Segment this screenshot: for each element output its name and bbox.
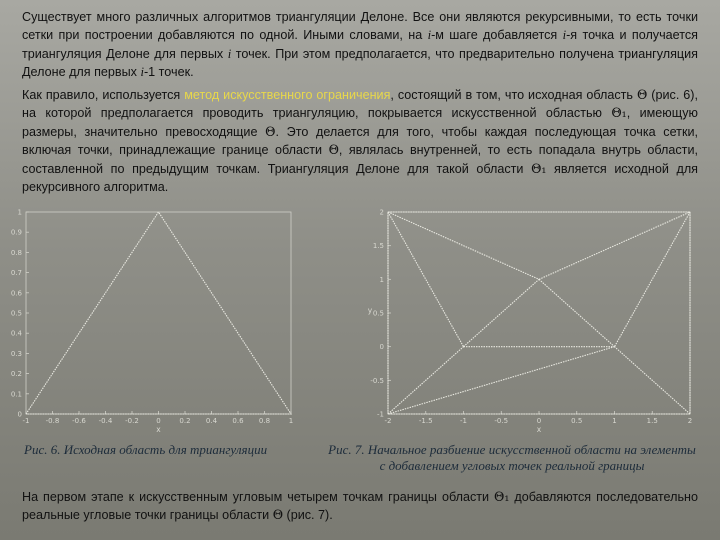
plot-frame [26, 212, 291, 414]
method-highlight-link[interactable]: метод искусственного ограничения [184, 88, 391, 102]
paragraph-1 [22, 8, 698, 82]
p1-var-i: i [140, 65, 144, 80]
y-tick-label: 0.4 [10, 329, 22, 338]
theta-symbol: Θ [636, 87, 648, 102]
y-tick-label: 0.1 [10, 390, 22, 399]
x-tick-label: -1 [22, 417, 30, 425]
x-tick-label: -0.2 [125, 417, 139, 425]
y-tick-label: 2 [379, 208, 384, 217]
theta1-symbol: Θ₁ [611, 105, 627, 121]
y-tick-label: 0 [17, 410, 22, 419]
p1-text-b: -м шаге добавляется [431, 28, 563, 43]
domain-boundary-line [26, 212, 291, 414]
y-tick-label: 0.3 [10, 349, 22, 358]
p3-text-c: (рис. 7). [283, 508, 333, 523]
y-tick-label: 0.7 [10, 269, 22, 278]
triangulation-edge [388, 347, 615, 414]
figure-7-caption [312, 442, 712, 474]
paragraph-2 [22, 86, 698, 196]
figure-6-caption: Рис. 6. Исходная область для триангуляции [24, 442, 268, 457]
y-tick-label: -0.5 [370, 376, 384, 385]
triangulation-edge [388, 212, 464, 347]
p3-text-a: На первом этапе к искусственным угловым четырем точкам границы области [22, 490, 495, 504]
triangulation-edge [388, 212, 539, 279]
p1-text-e: -1 точек. [143, 65, 194, 80]
figure-6-initial-domain [8, 204, 298, 440]
p1-text-a: Существует много различных алгоритмов триангуляции Делоне. Все они являются рекурсивными, то есть точки сетки при построении добавляются по одной. Иными словами, на [22, 10, 698, 43]
x-tick-label: -0.6 [72, 417, 86, 425]
x-tick-label: 0.8 [258, 417, 271, 425]
p1-text-d: точек. При этом предполагается, что предварительно получена триангуляция Делоне для первых [22, 46, 698, 80]
figure-7-caption-line-2: с добавлением угловых точек реальной границы [379, 458, 645, 473]
p2-text-b: , состоящий в том, что исходная область [390, 88, 637, 102]
figure-7-caption-line-1: Рис. 7. Начальное разбиение искусственной области на элементы [328, 442, 696, 457]
x-tick-label: 1.5 [646, 417, 658, 425]
p3-text-b: добавляются последовательно реальные угловые точки границы области [22, 490, 698, 523]
x-tick-label: -1.5 [418, 417, 433, 425]
p2-text-e: . Это делается для того, чтобы каждая последующая точка сетки, включая точки, принадлежащие границе области [22, 124, 698, 158]
x-tick-label: 0.6 [232, 417, 244, 425]
p2-text-a: Как правило, используется [22, 88, 185, 102]
x-axis-label: x [156, 425, 161, 434]
x-tick-label: 0.5 [571, 417, 583, 425]
p1-var-i: i [562, 28, 567, 43]
p2-text-c: (рис. 6), на которой предполагается проводить триангуляцию, покрывается искусственной областью [22, 88, 698, 121]
x-tick-label: 0.4 [205, 417, 218, 425]
x-tick-label: -0.4 [98, 417, 113, 425]
figure-7-initial-partition [340, 204, 700, 440]
y-tick-label: 1 [17, 208, 22, 217]
y-tick-label: 0.5 [372, 309, 384, 318]
x-tick-label: -1 [460, 417, 467, 425]
y-tick-label: 0.8 [10, 248, 22, 257]
x-tick-label: -0.5 [494, 417, 509, 425]
theta-symbol: Θ [265, 123, 276, 139]
x-tick-label: 1 [288, 417, 294, 425]
x-tick-label: 1 [612, 417, 617, 425]
triangulation-edge [539, 212, 690, 279]
p2-text-g: является исходной для рекурсивного алгоритма. [22, 161, 698, 195]
y-tick-label: -1 [377, 410, 384, 419]
y-tick-label: 0.6 [10, 289, 22, 298]
x-tick-label: 0 [536, 417, 542, 425]
triangulation-edge [615, 212, 691, 347]
x-axis-label: x [536, 425, 542, 434]
triangulation-edge [615, 347, 691, 414]
x-tick-label: -0.8 [45, 417, 60, 425]
x-tick-label: 0 [156, 417, 161, 425]
x-tick-label: 0.2 [179, 417, 191, 425]
theta-symbol: Θ [328, 142, 339, 158]
p1-text-c: -я точка и получается триангуляция Делоне для первых [22, 28, 698, 61]
theta-symbol: Θ [272, 507, 284, 523]
y-axis-label: y [367, 306, 373, 315]
triangulation-edge [539, 279, 615, 346]
y-tick-label: 0.9 [10, 228, 22, 237]
plot-frame [388, 212, 690, 414]
paragraph-3 [22, 488, 698, 525]
p1-var-i: i [227, 46, 232, 61]
y-tick-label: 0.2 [10, 370, 22, 379]
p1-var-i: i [427, 28, 432, 43]
y-tick-label: 1.5 [372, 242, 384, 251]
y-tick-label: 1 [379, 275, 384, 284]
triangulation-edge [464, 279, 540, 346]
p2-text-d: , имеющую размеры, значительно превосходящие [22, 106, 698, 139]
y-tick-label: 0.5 [10, 309, 22, 318]
theta1-symbol: Θ₁ [531, 160, 547, 176]
x-tick-label: 2 [687, 417, 693, 425]
x-tick-label: -2 [384, 417, 392, 425]
theta1-symbol: Θ₁ [494, 489, 510, 504]
triangulation-edge [388, 347, 464, 414]
y-tick-label: 0 [379, 343, 384, 352]
p2-text-f: , являлась внутренней, то есть попадала внутрь области, составленной по предыдущим точкам. Триангуляция Делоне для такой области [22, 143, 698, 176]
